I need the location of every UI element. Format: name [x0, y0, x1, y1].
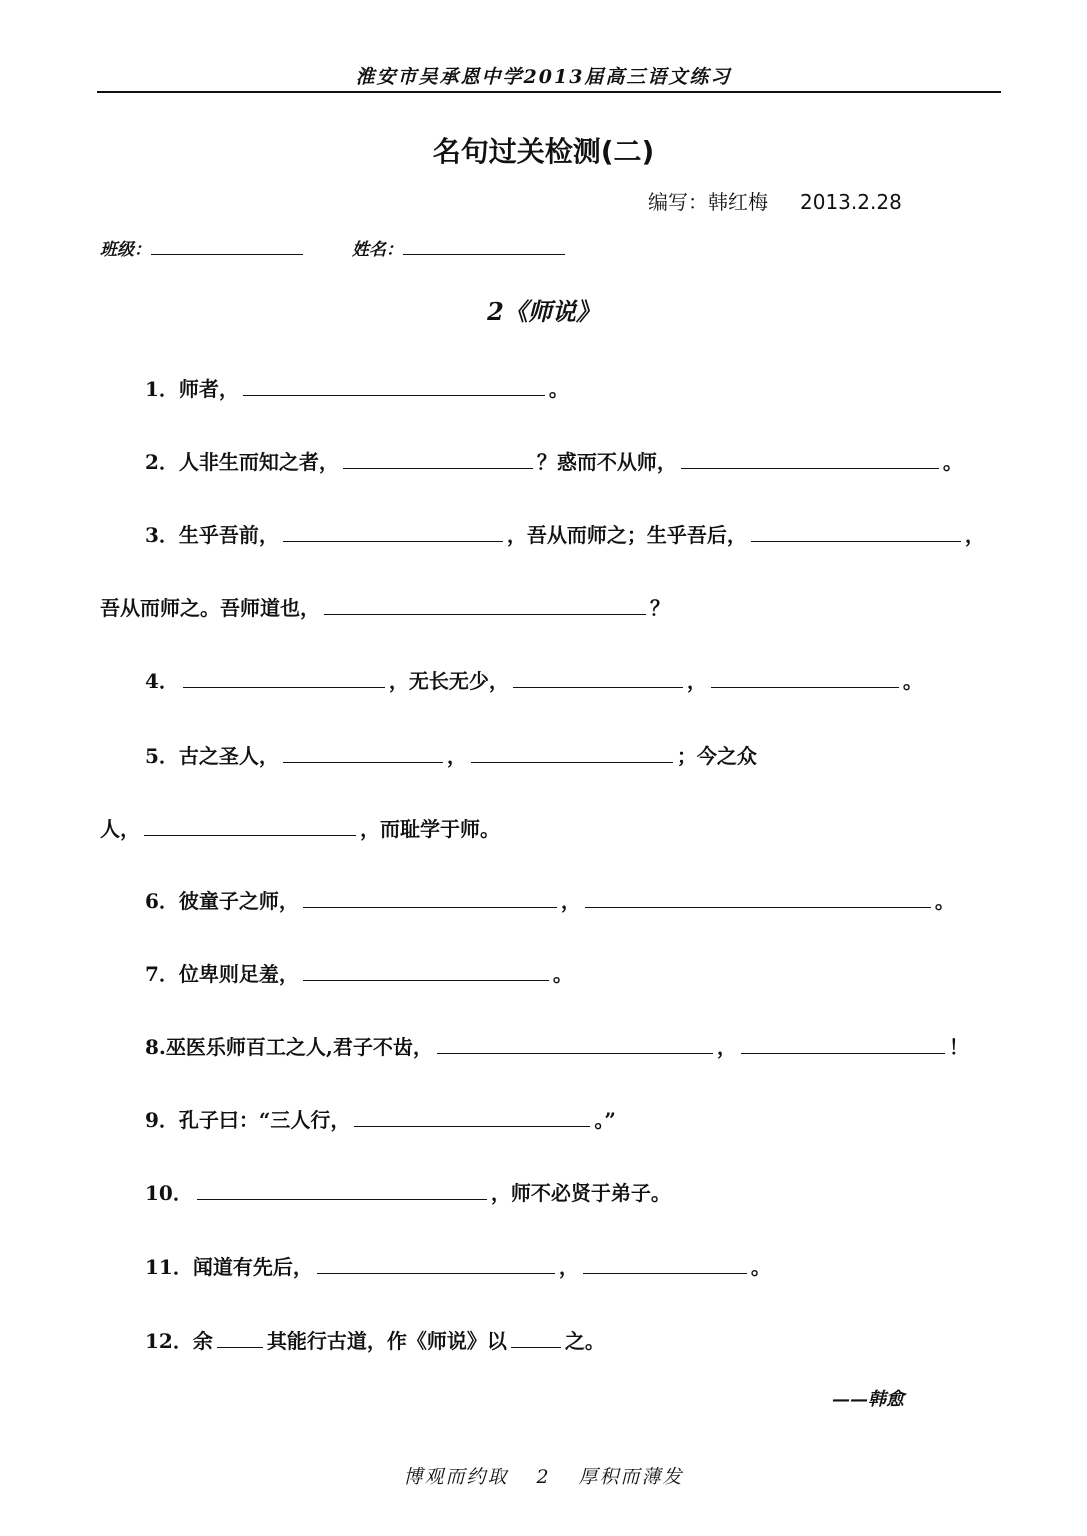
- question-5-line-2: [100, 813, 500, 842]
- q4-suffix: 。: [902, 669, 923, 693]
- q4-middle-1: ，无长无少，: [388, 669, 509, 693]
- q6-middle: ，: [560, 889, 581, 913]
- q8-prefix: 8.巫医乐师百工之人,君子不齿，: [145, 1035, 433, 1059]
- q9-suffix: 。”: [594, 1108, 616, 1132]
- q3-blank-1[interactable]: [283, 521, 503, 542]
- q5-suffix: ；今之众: [676, 744, 757, 768]
- q3-prefix: 3．生乎吾前，: [145, 523, 279, 547]
- q2-prefix: 2．人非生而知之者，: [145, 450, 339, 474]
- author-line: [648, 186, 902, 215]
- q11-blank-1[interactable]: [317, 1253, 555, 1274]
- name-blank[interactable]: [403, 232, 565, 255]
- q12-prefix: 12．余: [145, 1329, 213, 1353]
- q5-blank-3[interactable]: [144, 815, 356, 836]
- question-11: [145, 1251, 771, 1280]
- question-1: [145, 373, 569, 402]
- page-header: 淮安市吴承恩中学2013届高三语文练习: [355, 66, 732, 88]
- question-7: [145, 958, 573, 987]
- class-blank[interactable]: [151, 232, 303, 255]
- q7-blank[interactable]: [303, 960, 549, 981]
- author-date: 2013.2.28: [800, 190, 902, 214]
- q3-suffix: ，: [964, 523, 985, 547]
- q4-middle-2: ，: [686, 669, 707, 693]
- q8-blank-2[interactable]: [741, 1033, 945, 1054]
- q4-prefix: 4．: [145, 669, 179, 693]
- q11-blank-2[interactable]: [583, 1253, 747, 1274]
- q2-blank-1[interactable]: [343, 448, 533, 469]
- q8-blank-1[interactable]: [437, 1033, 713, 1054]
- class-label: 班级：: [100, 240, 151, 260]
- q1-blank[interactable]: [243, 375, 545, 396]
- q2-middle: ？惑而不从师，: [536, 450, 677, 474]
- question-5: [145, 740, 757, 769]
- section-title: 2《师说》: [487, 297, 600, 326]
- q4-blank-1[interactable]: [183, 667, 385, 688]
- q5-prefix: 5．古之圣人，: [145, 744, 279, 768]
- header-rule: [97, 91, 1001, 93]
- footer-motto-right: 厚积而薄发: [578, 1466, 684, 1488]
- name-field: [352, 232, 565, 260]
- name-label: 姓名：: [352, 240, 403, 260]
- q10-prefix: 10．: [145, 1181, 193, 1205]
- q7-prefix: 7．位卑则足羞，: [145, 962, 299, 986]
- question-4: [145, 665, 923, 694]
- q11-middle: ，: [558, 1255, 579, 1279]
- question-3: [145, 519, 985, 548]
- q6-blank-1[interactable]: [303, 887, 557, 908]
- q5-line2-prefix: 人，: [100, 817, 140, 841]
- question-2: [145, 446, 963, 475]
- q6-prefix: 6．彼童子之师，: [145, 889, 299, 913]
- question-8: [145, 1031, 969, 1060]
- q4-blank-3[interactable]: [711, 667, 899, 688]
- page-number: 2: [536, 1466, 551, 1488]
- q3-line2-suffix: ？: [650, 596, 670, 620]
- q6-blank-2[interactable]: [585, 887, 931, 908]
- q8-middle: ，: [716, 1035, 737, 1059]
- q8-suffix: ！: [948, 1035, 969, 1059]
- q5-line2-suffix: ，而耻学于师。: [360, 817, 500, 841]
- q11-suffix: 。: [750, 1255, 771, 1279]
- q5-middle: ，: [446, 744, 467, 768]
- q3-line2-prefix: 吾从而师之。吾师道也，: [100, 596, 320, 620]
- class-field: [100, 232, 303, 260]
- author-label: 编写：韩红梅: [648, 190, 768, 214]
- q11-prefix: 11．闻道有先后，: [145, 1255, 313, 1279]
- q3-middle: ，吾从而师之；生乎吾后，: [506, 523, 747, 547]
- page-footer: [0, 1462, 1087, 1489]
- footer-motto-left: 博观而约取: [403, 1466, 509, 1488]
- q9-blank[interactable]: [354, 1106, 590, 1127]
- q1-suffix: 。: [548, 377, 569, 401]
- q12-middle: 其能行古道，作《师说》以: [266, 1329, 507, 1353]
- q4-blank-2[interactable]: [513, 667, 683, 688]
- q2-suffix: 。: [942, 450, 963, 474]
- q3-blank-3[interactable]: [324, 594, 646, 615]
- q2-blank-2[interactable]: [681, 448, 939, 469]
- question-6: [145, 885, 955, 914]
- q12-blank-2[interactable]: [511, 1327, 561, 1348]
- question-12: [145, 1325, 605, 1354]
- page-title: 名句过关检测(二): [432, 135, 655, 168]
- q5-blank-2[interactable]: [471, 742, 673, 763]
- q7-suffix: 。: [552, 962, 573, 986]
- q3-blank-2[interactable]: [751, 521, 961, 542]
- question-3-line-2: [100, 592, 670, 621]
- q10-blank[interactable]: [197, 1179, 487, 1200]
- author-signature: ——韩愈: [832, 1389, 904, 1410]
- q1-prefix: 1．师者，: [145, 377, 239, 401]
- question-9: [145, 1104, 616, 1133]
- q12-blank-1[interactable]: [217, 1327, 263, 1348]
- q6-suffix: 。: [934, 889, 955, 913]
- q5-blank-1[interactable]: [283, 742, 443, 763]
- q10-suffix: ，师不必贤于弟子。: [490, 1181, 671, 1205]
- question-10: [145, 1177, 671, 1206]
- q9-prefix: 9．孔子曰：“三人行，: [145, 1108, 351, 1132]
- q12-suffix: 之。: [564, 1329, 605, 1353]
